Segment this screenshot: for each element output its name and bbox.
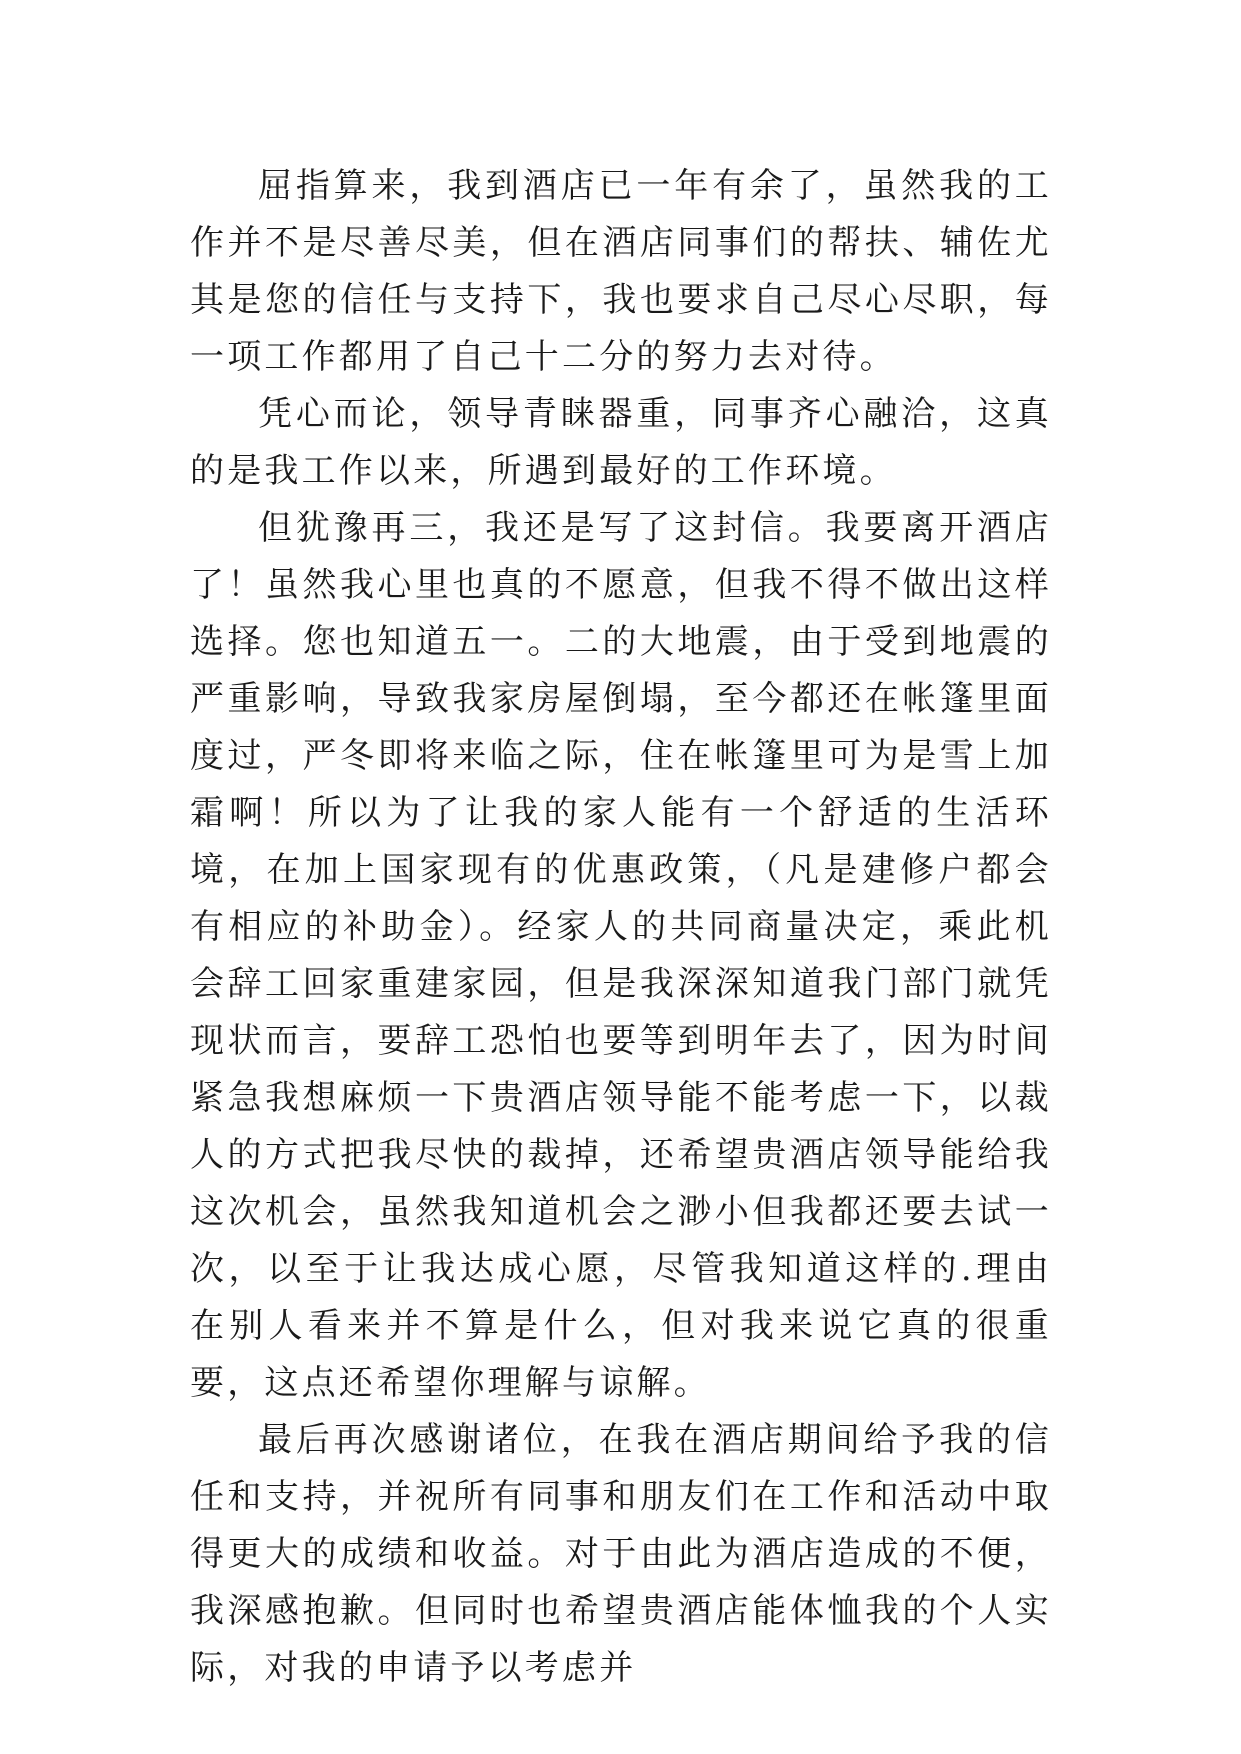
paragraph-2: 凭心而论，领导青睐器重，同事齐心融洽，这真的是我工作以来，所遇到最好的工作环境。 [190, 394, 1052, 491]
letter-body [190, 158, 1052, 1697]
paragraph-4: 最后再次感谢诸位，在我在酒店期间给予我的信任和支持，并祝所有同事和朋友们在工作和活动中取得更大的成绩和收益。对于由此为酒店造成的不便，我深感抱歉。但同时也希望贵酒店能体恤我的个人实际，对我的申请予以考虑并 [190, 1420, 1052, 1688]
paragraph-3: 但犹豫再三，我还是写了这封信。我要离开酒店了！虽然我心里也真的不愿意，但我不得不做出这样选择。您也知道五一。二的大地震，由于受到地震的严重影响，导致我家房屋倒塌，至今都还在帐篷里面度过，严冬即将来临之际，住在帐篷里可为是雪上加霜啊！所以为了让我的家人能有一个舒适的生活环境，在加上国家现有的优惠政策，（凡是建修户都会有相应的补助金）。经家人的共同商量决定，乘此机会辞工回家重建家园，但是我深深知道我门部门就凭现状而言，要辞工恐怕也要等到明年去了，因为时间紧急我想麻烦一下贵酒店领导能不能考虑一下，以裁人的方式把我尽快的裁掉，还希望贵酒店领导能给我这次机会，虽然我知道机会之渺小但我都还要去试一次，以至于让我达成心愿，尽管我知道这样的.理由在别人看来并不算是什么，但对我来说它真的很重要，这点还希望你理解与谅解。 [190, 508, 1052, 1403]
paragraph-1: 屈指算来，我到酒店已一年有余了，虽然我的工作并不是尽善尽美，但在酒店同事们的帮扶、辅佐尤其是您的信任与支持下，我也要求自己尽心尽职，每一项工作都用了自己十二分的努力去对待。 [190, 166, 1052, 377]
